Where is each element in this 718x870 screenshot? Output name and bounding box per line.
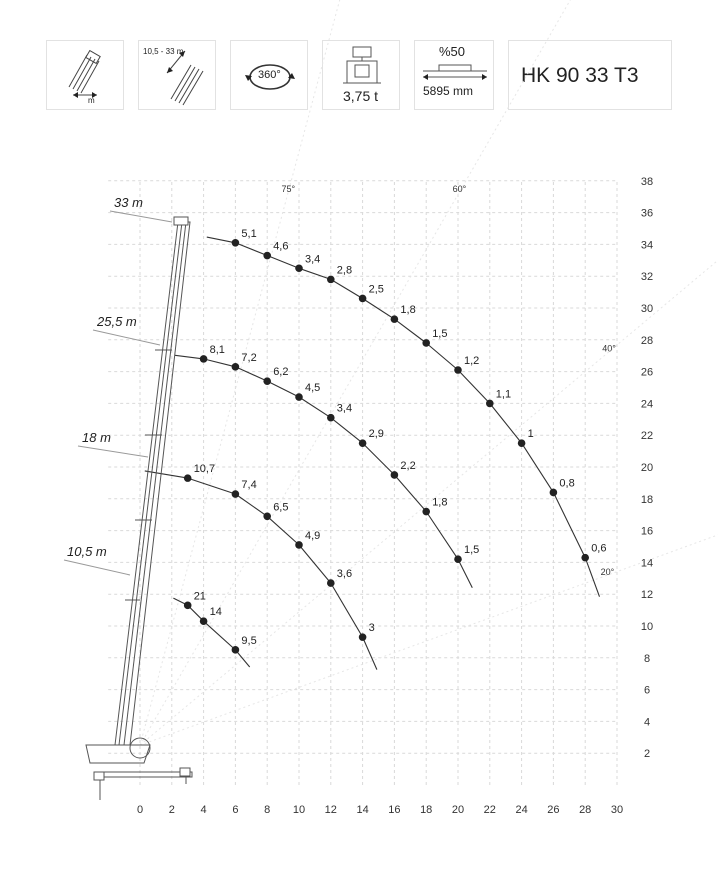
data-label: 21	[193, 590, 206, 603]
y-tick-label: 36	[640, 207, 654, 220]
y-tick-label: 12	[640, 589, 654, 602]
y-tick-label: 8	[643, 652, 651, 665]
angle-label: 20°	[600, 567, 615, 578]
x-tick-label: 18	[420, 804, 433, 816]
y-tick-label: 38	[640, 175, 654, 188]
data-point	[295, 541, 303, 549]
data-label: 1	[527, 428, 534, 441]
data-label: 3,6	[336, 568, 353, 581]
data-point	[422, 508, 430, 516]
data-label: 14	[209, 606, 222, 619]
x-tick-label: 22	[483, 804, 496, 816]
x-tick-label: 14	[356, 804, 369, 816]
load-arc-1	[175, 355, 472, 587]
boom-label-25-5: 25,5 m	[97, 314, 137, 329]
data-point	[263, 252, 271, 260]
y-tick-label: 14	[640, 557, 654, 570]
data-point	[391, 471, 399, 479]
data-point	[295, 264, 303, 272]
width-label: 5895 mm	[423, 84, 474, 98]
data-point	[454, 366, 462, 374]
y-tick-label: 20	[640, 462, 654, 474]
data-label: 4,6	[273, 240, 289, 253]
data-label: 10,7	[193, 463, 216, 476]
data-point	[232, 239, 240, 247]
angle-ray	[140, 0, 373, 745]
y-tick-label: 6	[643, 684, 651, 697]
data-point	[327, 276, 335, 284]
data-label: 1,5	[432, 327, 448, 340]
data-point	[263, 512, 271, 520]
y-tick-label: 30	[640, 303, 654, 315]
data-label: 2,8	[336, 264, 353, 277]
data-label: 1,8	[400, 304, 416, 317]
data-label: 6,2	[273, 366, 289, 379]
data-label: 3,4	[305, 253, 321, 266]
data-label: 9,5	[241, 634, 257, 647]
load-arcs	[145, 237, 600, 670]
y-tick-label: 26	[640, 366, 654, 379]
data-label: 4,9	[305, 529, 321, 542]
angle-label: 40°	[602, 343, 616, 354]
y-tick-label: 22	[640, 430, 654, 443]
boom-label-18: 18 m	[82, 430, 111, 445]
x-tick-label: 10	[292, 804, 306, 816]
data-point	[184, 602, 192, 610]
data-label: 3	[368, 622, 375, 635]
data-point	[232, 363, 240, 371]
boom-label-10-5: 10,5 m	[67, 544, 107, 559]
capacity-label: 3,75 t	[343, 88, 379, 104]
data-label: 1,5	[464, 544, 480, 557]
data-point	[200, 355, 208, 363]
data-label: 1,2	[464, 355, 480, 368]
x-tick-label: 16	[388, 804, 401, 816]
y-tick-label: 4	[643, 716, 651, 729]
x-tick-label: 6	[232, 804, 239, 816]
y-tick-label: 32	[640, 271, 654, 284]
data-label: 3,4	[336, 402, 353, 415]
x-tick-label: 30	[610, 804, 624, 816]
x-axis	[137, 804, 623, 816]
data-point	[550, 489, 558, 497]
data-point	[454, 555, 462, 563]
data-label: 2,9	[368, 428, 384, 441]
angle-label: 75°	[281, 183, 296, 194]
slope-label: %50	[439, 44, 466, 59]
angle-ray	[140, 0, 590, 745]
y-tick-label: 16	[640, 525, 654, 538]
x-tick-label: 26	[547, 804, 560, 816]
data-points	[184, 228, 607, 654]
x-tick-label: 12	[324, 804, 337, 816]
rotation-label: 360°	[258, 69, 281, 81]
data-point	[422, 339, 430, 347]
x-tick-label: 2	[168, 804, 175, 816]
x-tick-label: 4	[200, 804, 207, 816]
y-tick-label: 28	[640, 334, 654, 347]
data-point	[359, 439, 367, 447]
model-label: HK 90 33 T3	[521, 64, 639, 87]
crane-drawing	[86, 217, 192, 800]
data-label: 1,1	[495, 388, 512, 401]
x-tick-label: 0	[136, 804, 144, 816]
load-arc-0	[207, 237, 600, 597]
data-point	[295, 393, 303, 401]
data-label: 2,2	[400, 459, 416, 472]
data-label: 7,4	[241, 479, 257, 492]
data-label: 8,1	[209, 343, 225, 356]
x-tick-label: 28	[579, 804, 592, 816]
data-point	[391, 315, 399, 323]
y-axis	[641, 176, 653, 760]
angle-label: 60°	[452, 183, 467, 194]
data-label: 0,6	[591, 542, 607, 555]
data-point	[200, 617, 208, 625]
data-point	[359, 295, 367, 303]
angle-rays	[140, 0, 718, 745]
y-tick-label: 24	[640, 398, 654, 411]
data-label: 0,8	[559, 477, 575, 490]
angle-ray	[140, 167, 718, 746]
y-tick-label: 2	[643, 748, 651, 761]
data-label: 5,1	[241, 227, 257, 240]
x-tick-label: 8	[264, 804, 271, 816]
angle-ray	[140, 437, 718, 745]
data-point	[518, 439, 526, 447]
data-point	[184, 474, 192, 482]
data-point	[486, 400, 494, 408]
data-label: 7,2	[241, 351, 257, 364]
x-tick-label: 20	[451, 804, 465, 816]
data-label: 6,5	[273, 501, 289, 514]
y-tick-label: 18	[640, 493, 654, 506]
data-point	[232, 646, 240, 654]
data-label: 1,8	[432, 496, 448, 509]
data-point	[581, 554, 589, 562]
y-tick-label: 10	[640, 621, 654, 633]
data-point	[359, 633, 367, 641]
data-point	[327, 579, 335, 587]
boom-label-33: 33 m	[114, 195, 143, 210]
x-tick-label: 24	[515, 804, 528, 816]
data-point	[232, 490, 240, 498]
outreach-unit: m	[88, 96, 95, 105]
boom-range-label: 10,5 - 33 m	[143, 47, 184, 56]
data-label: 2,5	[368, 283, 384, 296]
data-label: 4,5	[305, 382, 321, 395]
data-point	[327, 414, 335, 422]
y-tick-label: 34	[640, 239, 654, 252]
data-point	[263, 377, 271, 385]
